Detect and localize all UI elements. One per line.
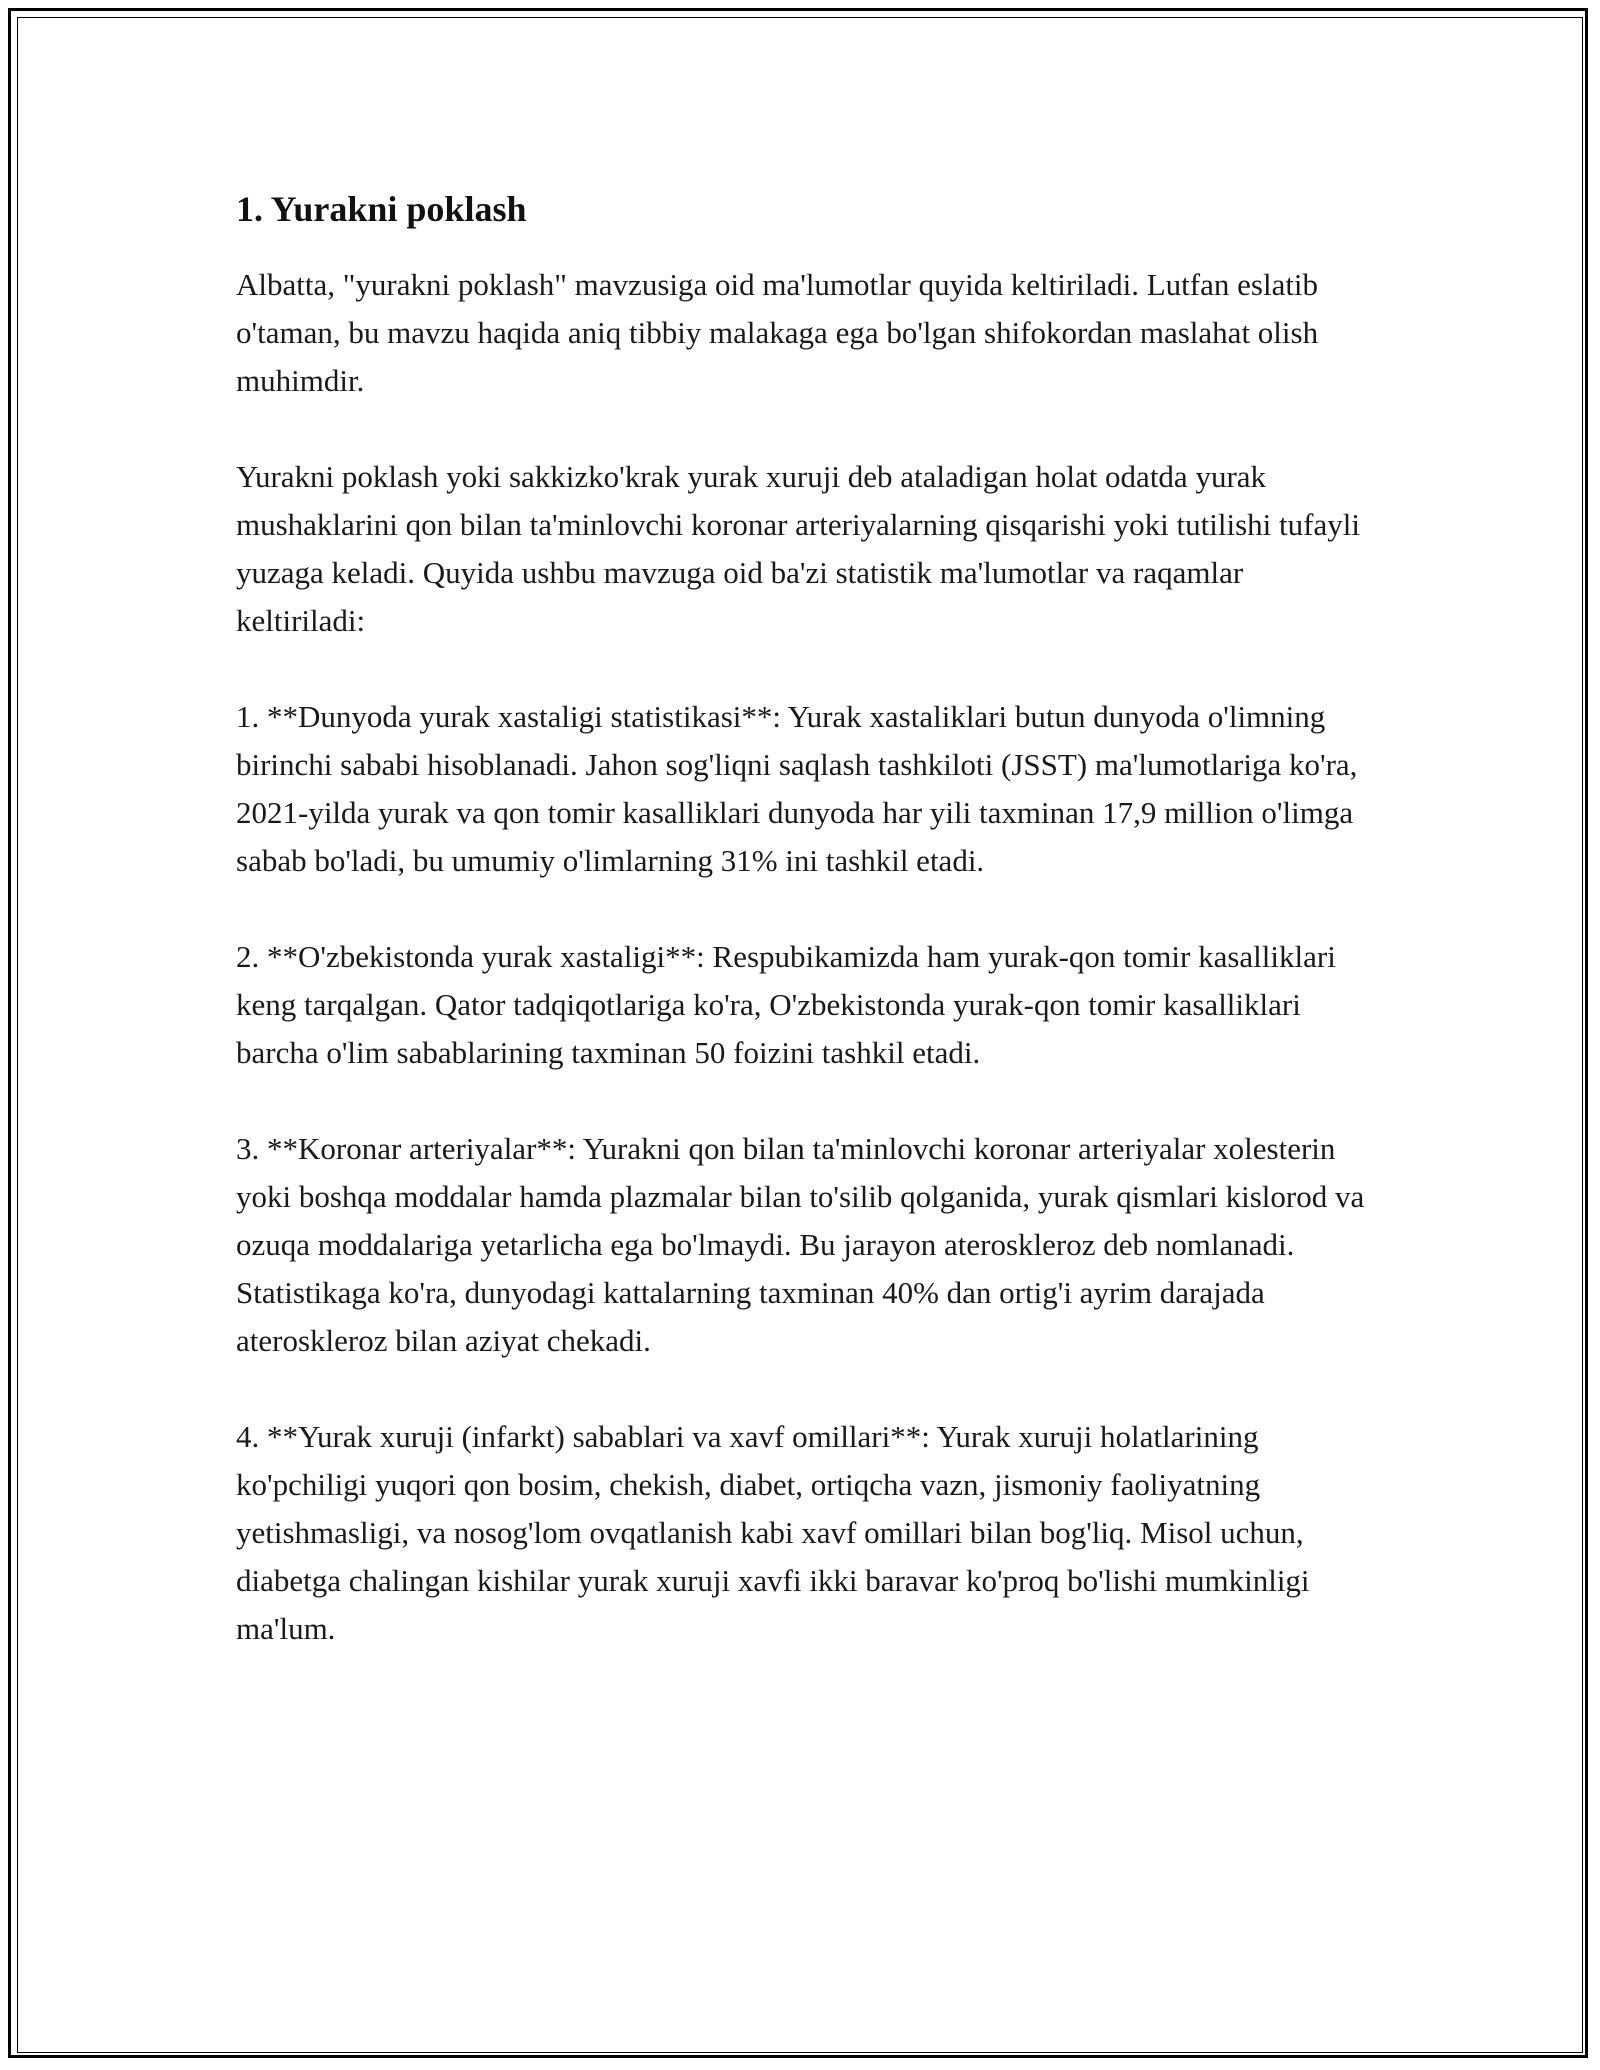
paragraph-item-3: 3. **Koronar arteriyalar**: Yurakni qon bilan ta'minlovchi koronar arteriyalar xolesterin yoki boshqa moddalar hamda plazmalar bilan to'silib qolganida, yurak qismlari kislorod va ozuqa moddalariga yetarlicha ega bo'lmaydi. Bu jarayon ateroskleroz deb nomlanadi. Statistikaga ko'ra, dunyodagi kattalarning taxminan 40% dan ortig'i ayrim darajada ateroskleroz bilan aziyat chekadi. [236,1130,1365,1358]
paragraph-item-4: 4. **Yurak xuruji (infarkt) sabablari va xavf omillari**: Yurak xuruji holatlarining ko'pchiligi yuqori qon bosim, chekish, diabet, ortiqcha vazn, jismoniy faoliyatning yetishmasligi, va nosog'lom ovqatlanish kabi xavf omillari bilan bog'liq. Misol uchun, diabetga chalingan kishilar yurak xuruji xavfi ikki baravar ko'proq bo'lishi mumkinligi ma'lum. [236,1418,1310,1646]
paragraph-item-2: 2. **O'zbekistonda yurak xastaligi**: Respubikamizda ham yurak-qon tomir kasalliklari keng tarqalgan. Qator tadqiqotlariga ko'ra, O'zbekistonda yurak-qon tomir kasalliklari barcha o'lim sabablarining taxminan 50 foizini tashkil etadi. [236,938,1336,1070]
document-title: 1. Yurakni poklash [236,189,527,229]
paragraph-intro: Albatta, "yurakni poklash" mavzusiga oid ma'lumotlar quyida keltiriladi. Lutfan eslatib o'taman, bu mavzu haqida aniq tibbiy malakaga ega bo'lgan shifokordan maslahat olish muhimdir. [236,266,1319,398]
paragraph-item-1: 1. **Dunyoda yurak xastaligi statistikasi**: Yurak xastaliklari butun dunyoda o'limning birinchi sababi hisoblanadi. Jahon sog'liqni saqlash tashkiloti (JSST) ma'lumotlariga ko'ra, 2021-yilda yurak va qon tomir kasalliklari dunyoda har yili taxminan 17,9 million o'limga sabab bo'ladi, bu umumiy o'limlarning 31% ini tashkil etadi. [236,698,1358,878]
document-body [236,186,1376,1701]
paragraph-overview: Yurakni poklash yoki sakkizko'krak yurak xuruji deb ataladigan holat odatda yurak mushaklarini qon bilan ta'minlovchi koronar arteriyalarning qisqarishi yoki tutilishi tufayli yuzaga keladi. Quyida ushbu mavzuga oid ba'zi statistik ma'lumotlar va raqamlar keltiriladi: [236,458,1360,638]
